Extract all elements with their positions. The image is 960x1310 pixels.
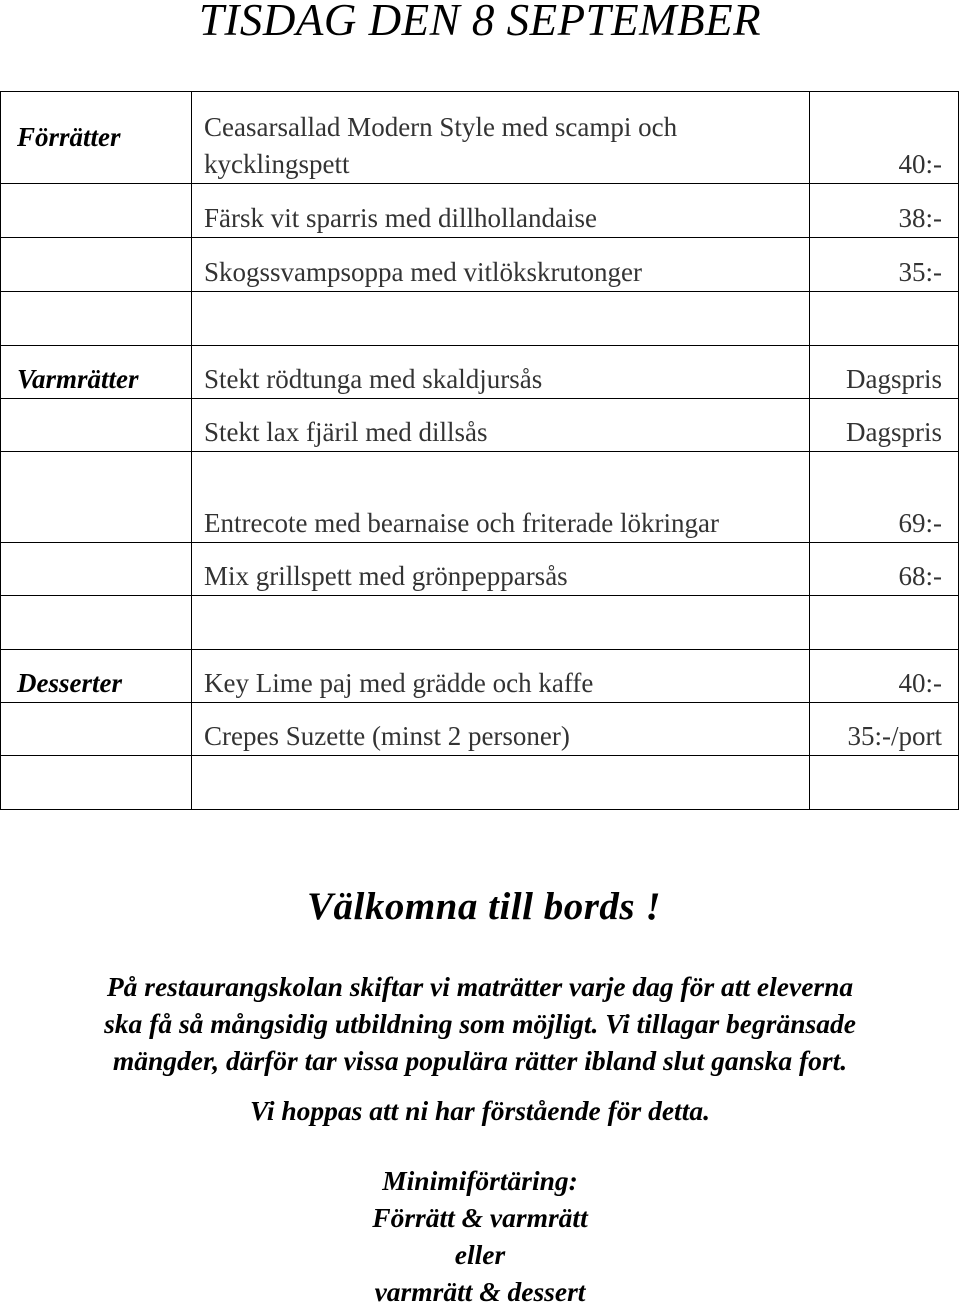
table-row [1, 238, 959, 292]
dish-name: Stekt lax fjäril med dillsås [192, 399, 810, 452]
empty-cell [1, 543, 192, 596]
spacer-row [1, 596, 959, 650]
dish-name: Mix grillspett med grönpepparsås [192, 543, 810, 596]
spacer-row [1, 756, 959, 810]
minimum-order-line: eller [454, 1239, 506, 1270]
empty-cell [1, 238, 192, 292]
dish-price: Dagspris [810, 399, 959, 452]
dish-name: Stekt rödtunga med skaldjursås [192, 346, 810, 399]
dish-price: 38:- [810, 184, 959, 238]
dish-name: Key Lime paj med grädde och kaffe [192, 650, 810, 703]
dish-name: Skogssvampsoppa med vitlökskrutonger [192, 238, 810, 292]
dish-price: 35:- [810, 238, 959, 292]
dish-price: 68:- [810, 543, 959, 596]
info-line: ska få så mångsidig utbildning som möjligt. Vi tillagar begränsade [104, 1008, 856, 1039]
info-line: mängder, därför tar vissa populära rätter ibland slut ganska fort. [112, 1045, 848, 1076]
dish-name: Crepes Suzette (minst 2 personer) [192, 703, 810, 756]
dish-name: Färsk vit sparris med dillhollandaise [192, 184, 810, 238]
empty-cell [1, 399, 192, 452]
table-row [1, 346, 959, 399]
minimum-order-line: Förrätt & varmrätt [372, 1202, 588, 1233]
table-row [1, 184, 959, 238]
welcome-heading: Välkomna till bords ! [307, 885, 661, 928]
understanding-note: Vi hoppas att ni har förstående för detta. [250, 1095, 710, 1126]
dish-price: 69:- [810, 452, 959, 543]
menu-table [0, 91, 959, 810]
course-label-varmratter: Varmrätter [1, 346, 192, 399]
empty-cell [1, 703, 192, 756]
dish-name: Ceasarsallad Modern Style med scampi och kycklingspett [192, 92, 810, 184]
table-row [1, 650, 959, 703]
spacer-row [1, 292, 959, 346]
table-row [1, 703, 959, 756]
course-label-desserter: Desserter [1, 650, 192, 703]
course-label-forratter: Förrätter [1, 92, 192, 184]
minimum-order-block [0, 1162, 960, 1310]
table-row [1, 92, 959, 184]
dish-price: Dagspris [810, 346, 959, 399]
info-line: På restaurangskolan skiftar vi maträtter varje dag för att eleverna [106, 971, 854, 1002]
empty-cell [1, 452, 192, 543]
dish-name: Entrecote med bearnaise och friterade lökringar [192, 452, 810, 543]
info-paragraph [8, 968, 952, 1079]
empty-cell [1, 184, 192, 238]
dish-price: 40:- [810, 650, 959, 703]
minimum-order-heading: Minimiförtäring: [382, 1165, 578, 1196]
minimum-order-line: varmrätt & dessert [374, 1276, 586, 1307]
dish-price: 35:-/port [810, 703, 959, 756]
dish-price: 40:- [810, 92, 959, 184]
table-row [1, 452, 959, 543]
page-title: TISDAG DEN 8 SEPTEMBER [198, 0, 762, 45]
table-row [1, 543, 959, 596]
table-row [1, 399, 959, 452]
